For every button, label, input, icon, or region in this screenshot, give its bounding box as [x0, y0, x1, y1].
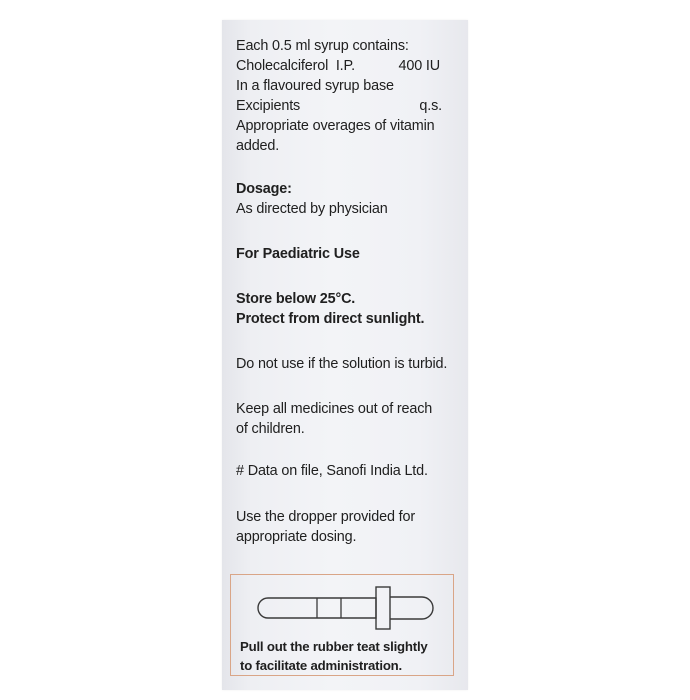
children-warning-line-1: Keep all medicines out of reach: [236, 401, 433, 417]
overages-line-1: Appropriate overages of vitamin: [236, 118, 435, 134]
dropper-note-line-1: Pull out the rubber teat slightly: [240, 639, 428, 654]
overages-line-2: added.: [236, 138, 280, 154]
dropper-icon: [254, 586, 440, 630]
data-on-file: # Data on file, Sanofi India Ltd.: [236, 463, 428, 479]
dropper-instruction: [236, 507, 462, 547]
ingredient-row: [236, 56, 462, 76]
composition-heading: Each 0.5 ml syrup contains:: [236, 38, 409, 54]
dosage-block: [236, 179, 462, 219]
dosage-heading: Dosage:: [236, 181, 292, 197]
excipients-row: [236, 96, 462, 116]
storage-line-2: Protect from direct sunlight.: [236, 311, 425, 327]
paediatric-use: For Paediatric Use: [236, 246, 360, 262]
dropper-instruction-line-1: Use the dropper provided for: [236, 509, 415, 525]
turbid-warning: Do not use if the solution is turbid.: [236, 356, 448, 372]
dropper-note-line-2: to facilitate administration.: [240, 658, 402, 673]
storage-block: [236, 289, 462, 329]
excipients-value: q.s.: [419, 98, 442, 114]
composition-block: [236, 36, 462, 156]
ingredient-value: 400 IU: [398, 58, 440, 74]
dropper-instruction-line-2: appropriate dosing.: [236, 529, 357, 545]
dosage-text: As directed by physician: [236, 201, 388, 217]
ingredient-name: Cholecalciferol I.P.: [236, 58, 355, 74]
syrup-base: In a flavoured syrup base: [236, 78, 394, 94]
storage-line-1: Store below 25°C.: [236, 291, 356, 307]
children-warning-line-2: of children.: [236, 421, 305, 437]
excipients-label: Excipients: [236, 98, 301, 114]
children-warning: [236, 399, 462, 439]
dropper-note: [240, 637, 454, 675]
